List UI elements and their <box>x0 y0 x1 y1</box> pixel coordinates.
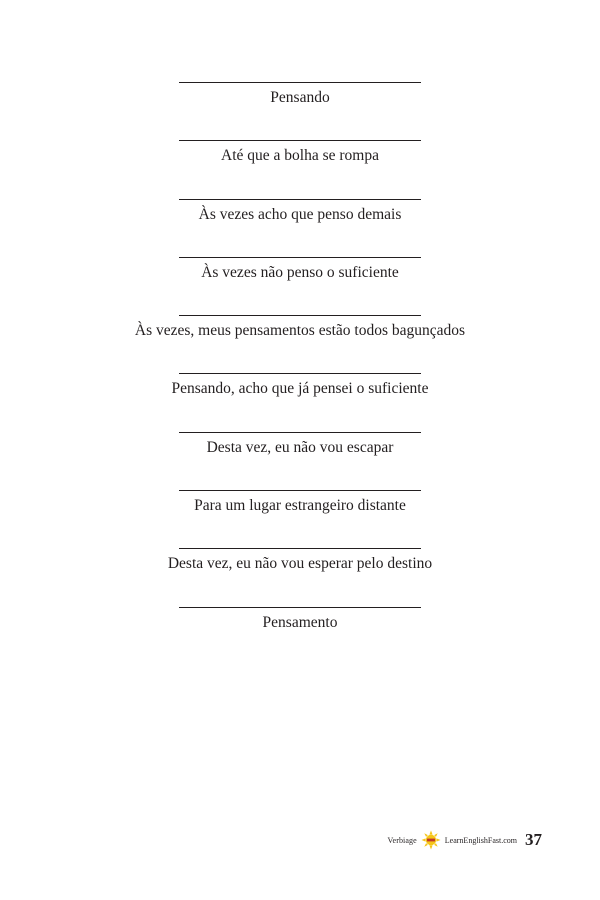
answer-entry-6 <box>0 373 600 413</box>
answer-entry-5 <box>0 315 600 355</box>
blank-line[interactable] <box>179 373 421 374</box>
line-text: Pensando, acho que já pensei o suficiente <box>171 380 429 397</box>
blank-line[interactable] <box>179 82 421 83</box>
blank-line[interactable] <box>179 548 421 549</box>
blank-line[interactable] <box>179 199 421 200</box>
line-text: Pensamento <box>262 614 338 631</box>
line-text: Até que a bolha se rompa <box>221 147 379 164</box>
answer-entry-1 <box>0 82 600 122</box>
answer-entry-8 <box>0 490 600 530</box>
page-footer <box>388 829 542 851</box>
blank-line[interactable] <box>179 607 421 608</box>
answer-entry-7 <box>0 432 600 472</box>
answer-entry-10 <box>0 607 600 647</box>
blank-line[interactable] <box>179 490 421 491</box>
sun-icon <box>421 830 441 850</box>
blank-line[interactable] <box>179 257 421 258</box>
line-text: Desta vez, eu não vou escapar <box>206 439 394 456</box>
line-text: Às vezes não penso o suficiente <box>201 264 399 281</box>
blank-line[interactable] <box>179 315 421 316</box>
line-text: Às vezes, meus pensamentos estão todos bagunçados <box>134 322 466 339</box>
footer-brand: Verbiage <box>387 835 417 845</box>
blank-line[interactable] <box>179 140 421 141</box>
footer-site: LearnEnglishFast.com <box>444 835 517 845</box>
answer-entry-3 <box>0 199 600 239</box>
line-text: Desta vez, eu não vou esperar pelo destino <box>167 555 433 572</box>
page-number: 37 <box>525 830 542 849</box>
line-text: Para um lugar estrangeiro distante <box>194 497 406 514</box>
line-text: Às vezes acho que penso demais <box>198 206 402 223</box>
line-text: Pensando <box>270 89 330 106</box>
answer-entry-9 <box>0 548 600 588</box>
answer-entry-4 <box>0 257 600 297</box>
answer-entry-2 <box>0 140 600 180</box>
blank-line[interactable] <box>179 432 421 433</box>
